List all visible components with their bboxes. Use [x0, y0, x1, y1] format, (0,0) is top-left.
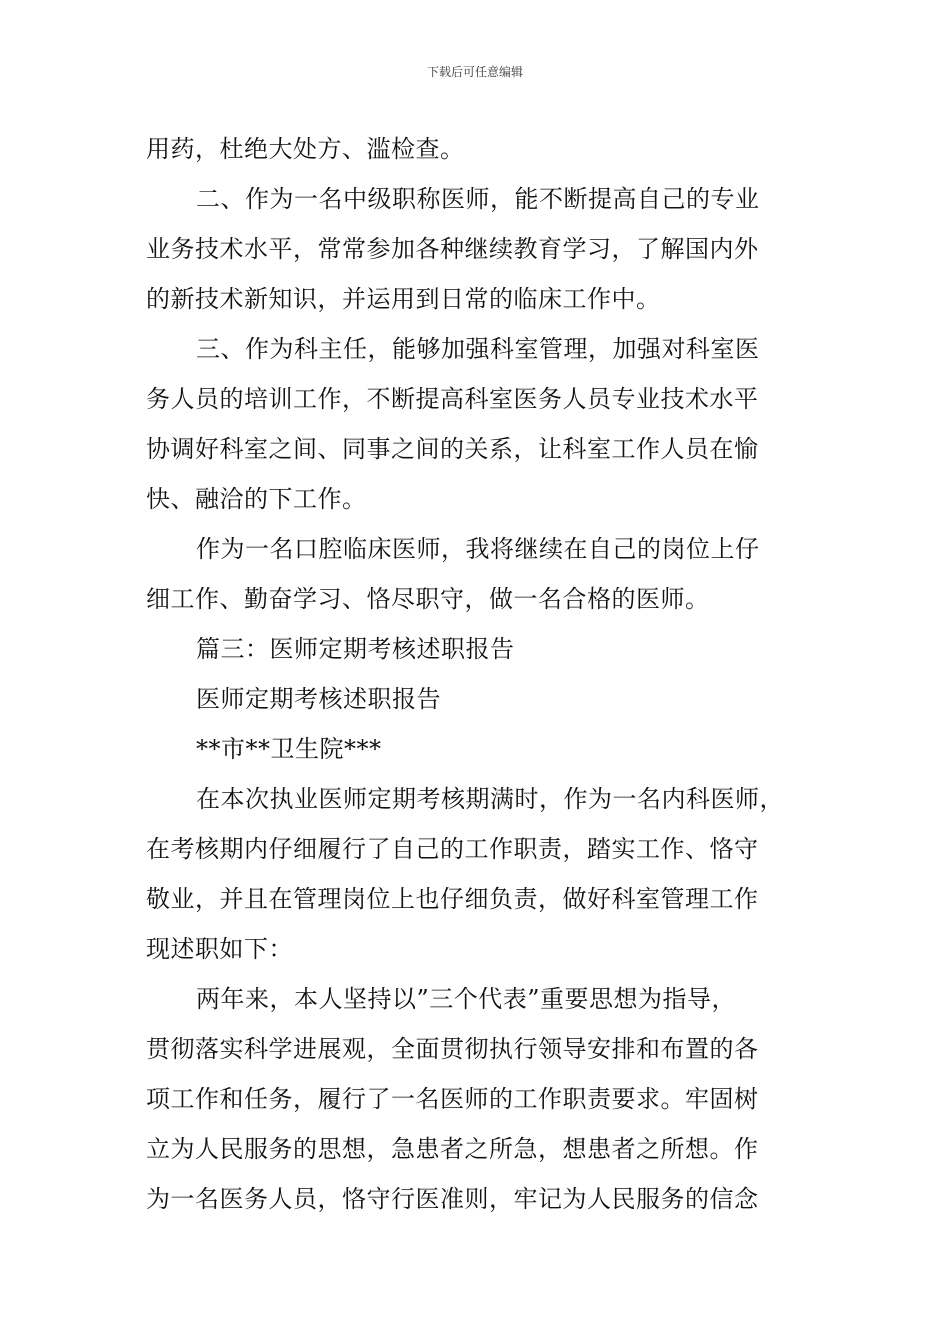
- body-line: 现述职如下：: [146, 935, 293, 963]
- body-line: 快、融洽的下工作。: [146, 485, 367, 513]
- body-line: 用药，杜绝大处方、滥检查。: [146, 135, 465, 163]
- body-line: 的新技术新知识，并运用到日常的临床工作中。: [146, 285, 661, 313]
- body-line: 三、作为科主任，能够加强科室管理，加强对科室医: [196, 335, 760, 363]
- body-line: 敬业，并且在管理岗位上也仔细负责，做好科室管理工作: [146, 885, 759, 913]
- page-header: 下载后可任意编辑: [426, 65, 523, 79]
- body-line: 业务技术水平，常常参加各种继续教育学习，了解国内外: [146, 235, 759, 263]
- body-line: 两年来，本人坚持以”三个代表”重要思想为指导，: [196, 985, 737, 1013]
- body-line: 务人员的培训工作，不断提高科室医务人员专业技术水平: [146, 385, 759, 413]
- report-title: 医师定期考核述职报告: [196, 685, 441, 713]
- body-line: 立为人民服务的思想，急患者之所急，想患者之所想。作: [146, 1135, 759, 1163]
- body-line: 细工作、勤奋学习、恪尽职守，做一名合格的医师。: [146, 585, 710, 613]
- body-line: 作为一名口腔临床医师，我将继续在自己的岗位上仔: [196, 535, 760, 563]
- report-author: **市**卫生院***: [196, 735, 382, 763]
- body-line: 为一名医务人员，恪守行医准则，牢记为人民服务的信念: [146, 1185, 759, 1213]
- body-line: 协调好科室之间、同事之间的关系，让科室工作人员在愉: [146, 435, 759, 463]
- body-line: 在考核期内仔细履行了自己的工作职责，踏实工作、恪守: [146, 835, 759, 863]
- body-line: 在本次执业医师定期考核期满时，作为一名内科医师，: [196, 785, 784, 813]
- body-line: 二、作为一名中级职称医师，能不断提高自己的专业: [196, 185, 760, 213]
- section-heading: 篇三：医师定期考核述职报告: [196, 635, 515, 663]
- body-line: 贯彻落实科学进展观，全面贯彻执行领导安排和布置的各: [146, 1035, 759, 1063]
- body-line: 项工作和任务，履行了一名医师的工作职责要求。牢固树: [146, 1085, 759, 1113]
